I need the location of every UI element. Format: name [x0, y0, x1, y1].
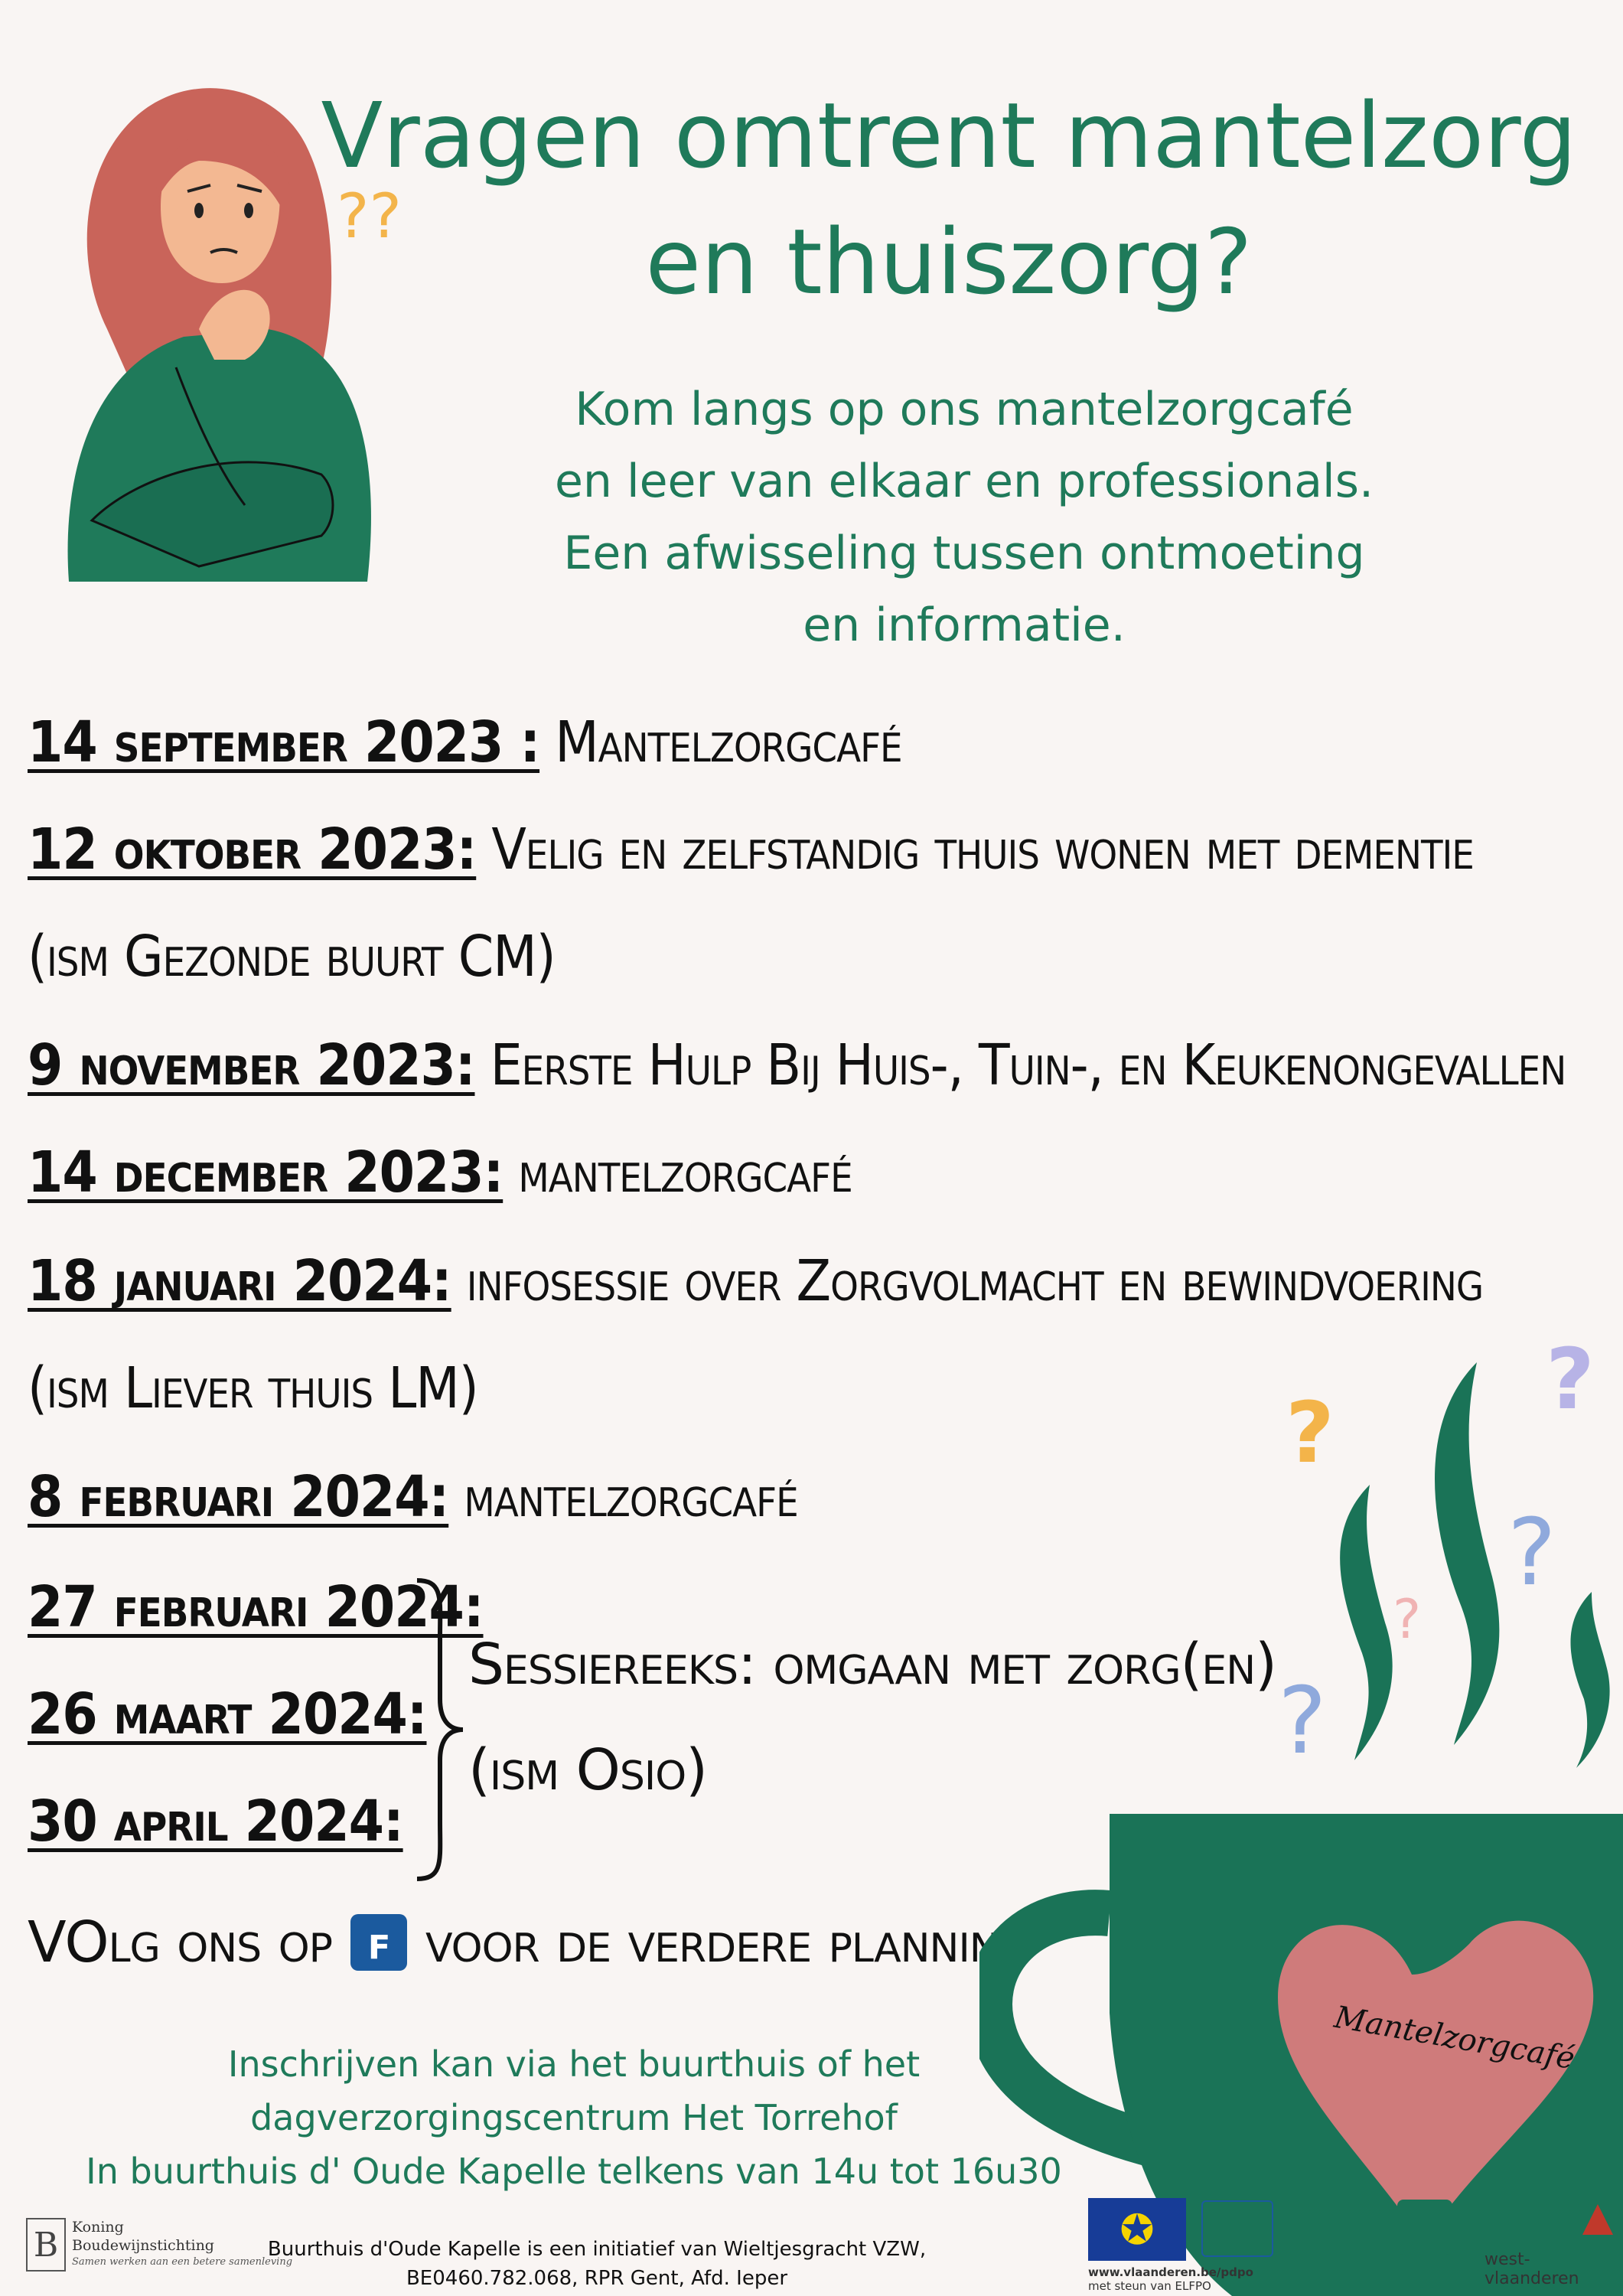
- event-row: [28, 1027, 1566, 1104]
- west-vlaanderen-logo: west-vlaanderen: [1484, 2250, 1579, 2288]
- svg-text:?: ?: [1546, 1332, 1595, 1428]
- event-title: mantelzorgcafé: [503, 1140, 852, 1205]
- signup-line: Inschrijven kan via het buurthuis of het: [227, 2043, 921, 2085]
- footer-text: [253, 2235, 941, 2293]
- event-row: [28, 1243, 1483, 1319]
- event-row: [28, 1134, 852, 1211]
- kb-emblem: B: [26, 2218, 66, 2272]
- series-title: Sessiereeks: omgaan met zorg(en): [468, 1632, 1277, 1698]
- follow-us: [28, 1904, 1028, 1981]
- west-vlaanderen-icon: [1576, 2198, 1619, 2241]
- cup-label: Mantelzorgcafé: [1331, 1999, 1578, 2077]
- event-row: [28, 704, 902, 781]
- kb-name: Boudewijnstichting: [72, 2237, 214, 2254]
- follow-text: voor de verdere planning: [425, 1910, 1028, 1975]
- intro-line: Kom langs op ons mantelzorgcafé: [575, 383, 1354, 436]
- event-partner: (ism Gezonde buurt CM): [28, 924, 556, 990]
- event-row: [28, 918, 556, 995]
- page-title: [291, 73, 1607, 325]
- curly-brace: [413, 1577, 467, 1883]
- event-row: [28, 1350, 478, 1427]
- svg-text:??: ??: [337, 181, 402, 252]
- vlaanderen-logo: [1201, 2200, 1273, 2257]
- signup-line: In buurthuis d' Oude Kapelle telkens van 14u tot 16u30: [86, 2151, 1062, 2192]
- pdpo-url: www.vlaanderen.be/pdpo: [1088, 2265, 1253, 2279]
- event-row: [28, 1676, 426, 1753]
- title-line-1: Vragen omtrent mantelzorg: [321, 83, 1577, 188]
- event-date: 18 januari 2024:: [28, 1248, 451, 1314]
- event-date: 27 februari 2024:: [28, 1574, 484, 1640]
- event-row: [28, 811, 1474, 888]
- signup-info: [31, 2037, 1117, 2198]
- event-partner: (ism Liever thuis LM): [28, 1355, 478, 1421]
- event-date: 26 maart 2024:: [28, 1681, 427, 1747]
- pdpo-sub: met steun van ELFPO: [1088, 2279, 1211, 2293]
- footer-line: Buurthuis d'Oude Kapelle is een initiatief van Wieltjesgracht VZW,: [267, 2238, 927, 2261]
- facebook-icon[interactable]: f: [350, 1914, 407, 1971]
- svg-text:?: ?: [1278, 1668, 1327, 1775]
- steam-decoration: [1278, 1332, 1622, 1776]
- event-date: 30 april 2024:: [28, 1789, 403, 1854]
- event-row: [28, 1459, 798, 1535]
- series-partner: (ism Osio): [468, 1737, 707, 1803]
- intro-line: en informatie.: [803, 598, 1126, 652]
- pdpo-logo: [1088, 2265, 1253, 2293]
- session-series: [468, 1626, 1276, 1808]
- eu-flag-icon: ✪: [1088, 2198, 1186, 2261]
- event-date: 9 november 2023:: [28, 1032, 475, 1098]
- svg-text:?: ?: [1286, 1384, 1335, 1482]
- leader-logo: [1394, 2197, 1455, 2258]
- event-date: 14 september 2023 :: [28, 709, 540, 775]
- signup-line: dagverzorgingscentrum Het Torrehof: [250, 2097, 898, 2138]
- event-date: 8 februari 2024:: [28, 1464, 449, 1530]
- footer-line: BE0460.782.068, RPR Gent, Afd. Ieper: [406, 2267, 788, 2290]
- kb-tagline: Samen werken aan een betere samenleving: [72, 2256, 293, 2268]
- event-title: mantelzorgcafé: [448, 1464, 798, 1530]
- intro-line: en leer van elkaar en professionals.: [554, 455, 1374, 508]
- event-title: Mantelzorgcafé: [539, 709, 902, 775]
- event-date: 14 december 2023:: [28, 1140, 504, 1205]
- follow-text: VOlg ons op: [28, 1910, 333, 1975]
- kb-name: Koning: [72, 2219, 124, 2236]
- intro-text: [490, 373, 1439, 661]
- event-title: Eerste Hulp Bij Huis-, Tuin-, en Keukenongevallen: [474, 1032, 1566, 1098]
- event-title: infosessie over Zorgvolmacht en bewindvoering: [451, 1248, 1484, 1314]
- event-date: 12 oktober 2023:: [28, 817, 477, 882]
- intro-line: Een afwisseling tussen ontmoeting: [563, 527, 1365, 580]
- event-title: Velig en zelfstandig thuis wonen met dementie: [476, 817, 1474, 882]
- event-row: [28, 1783, 403, 1860]
- svg-text:?: ?: [1393, 1588, 1422, 1651]
- title-line-2: en thuiszorg?: [645, 209, 1253, 315]
- svg-text:?: ?: [1507, 1500, 1556, 1606]
